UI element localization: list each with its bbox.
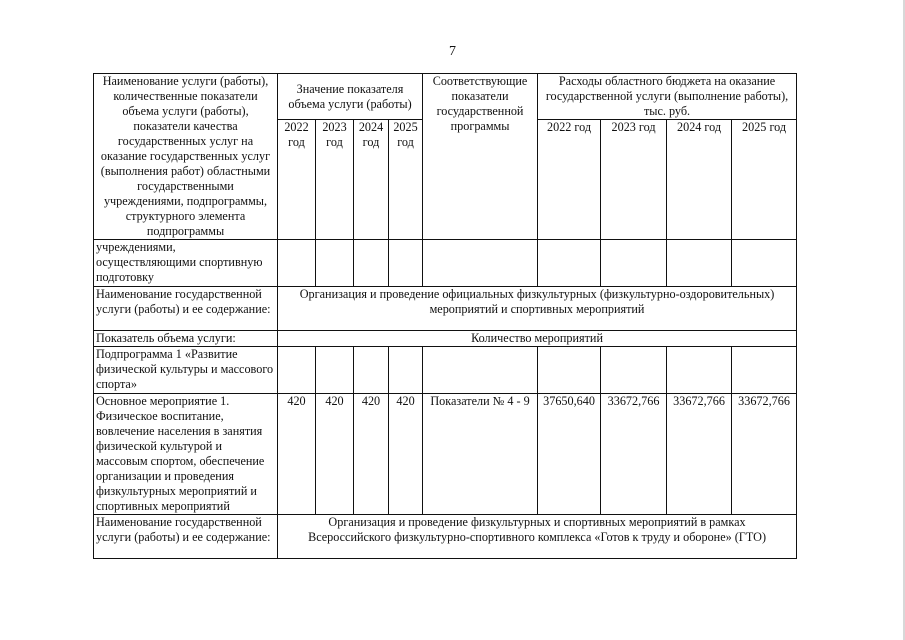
vol-year-2025: 2025 год bbox=[389, 120, 423, 240]
continuation-row bbox=[94, 240, 797, 287]
vol-year-2024: 2024 год bbox=[354, 120, 389, 240]
indicator-label: Показатель объема услуги: bbox=[94, 331, 278, 347]
exp-year-2022: 2022 год bbox=[538, 120, 601, 240]
measure-expense-2025: 33672,766 bbox=[732, 394, 797, 515]
exp-year-2023: 2023 год bbox=[601, 120, 667, 240]
continuation-text: учреждениями, осуществляющими спортивную подготовку bbox=[94, 240, 278, 287]
header-name-cell: Наименование услуги (работы), количественные показатели объема услуги (работы), показатели качества государственных услуг на оказание государственных услуг (выполнения работ) областными государственными учреждениями, подпрограммы, структурного элемента подпрограммы bbox=[94, 74, 278, 240]
service2-row bbox=[94, 515, 797, 559]
subprogram-text: Подпрограмма 1 «Развитие физической культуры и массового спорта» bbox=[94, 347, 278, 394]
service1-row bbox=[94, 287, 797, 331]
measure-volume-2025: 420 bbox=[389, 394, 423, 515]
vol-year-2022: 2022 год bbox=[278, 120, 316, 240]
measure-expense-2022: 37650,640 bbox=[538, 394, 601, 515]
measure-name: Основное мероприятие 1. Физическое воспитание, вовлечение населения в занятия физической культурой и массовым спортом, обеспечение организации и проведения физкультурных мероприятий и спортивных мероприятий bbox=[94, 394, 278, 515]
subprogram-row bbox=[94, 347, 797, 394]
header-volume-cell: Значение показателя объема услуги (работы) bbox=[278, 74, 423, 120]
measure-expense-2024: 33672,766 bbox=[667, 394, 732, 515]
service1-label: Наименование государственной услуги (работы) и ее содержание: bbox=[94, 287, 278, 331]
exp-year-2024: 2024 год bbox=[667, 120, 732, 240]
services-table bbox=[93, 73, 797, 559]
measure-volume-2022: 420 bbox=[278, 394, 316, 515]
page-number: 7 bbox=[449, 44, 456, 59]
measure-expense-2023: 33672,766 bbox=[601, 394, 667, 515]
service2-value: Организация и проведение физкультурных и спортивных мероприятий в рамках Всероссийского физкультурно-спортивного комплекса «Готов к труду и обороне» (ГТО) bbox=[278, 515, 797, 559]
vol-year-2023: 2023 год bbox=[316, 120, 354, 240]
header-program-cell: Соответствующие показатели государственной программы bbox=[423, 74, 538, 240]
measure-volume-2024: 420 bbox=[354, 394, 389, 515]
indicator-value: Количество мероприятий bbox=[278, 331, 797, 347]
service2-label: Наименование государственной услуги (работы) и ее содержание: bbox=[94, 515, 278, 559]
service1-value: Организация и проведение официальных физкультурных (физкультурно-оздоровительных) мероприятий и спортивных мероприятий bbox=[278, 287, 797, 331]
exp-year-2025: 2025 год bbox=[732, 120, 797, 240]
measure-row bbox=[94, 394, 797, 515]
header-expenses-cell: Расходы областного бюджета на оказание государственной услуги (выполнение работы), тыс. руб. bbox=[538, 74, 797, 120]
indicator-row bbox=[94, 331, 797, 347]
measure-program: Показатели № 4 - 9 bbox=[423, 394, 538, 515]
header-row-1 bbox=[94, 74, 797, 120]
measure-volume-2023: 420 bbox=[316, 394, 354, 515]
